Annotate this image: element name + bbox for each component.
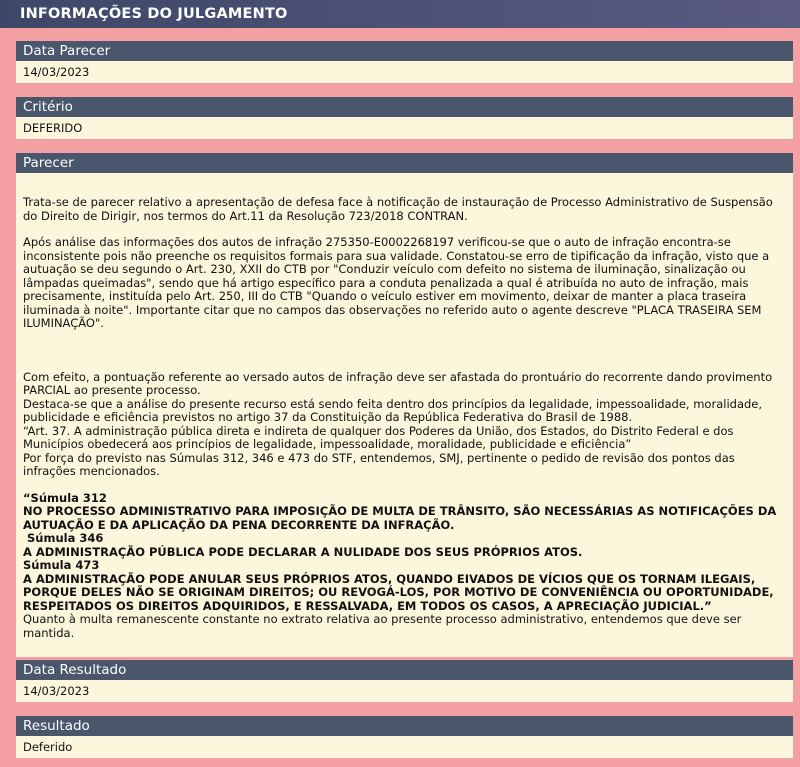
data-resultado-value: 14/03/2023 <box>16 680 793 702</box>
sumula-473-title: Súmula 473 <box>23 558 100 572</box>
section-criterio <box>16 97 793 139</box>
parecer-paragraph-2: Após análise das informações dos autos de infração 275350-E0002268197 verificou-se que o auto de infração encontra-se inconsistente pois não preenche os requisitos formais para sua validade. Constatou-se erro de tipificação da infração, visto que a autuação se deu segundo o Art. 230, XXII do CTB por "Conduzir veículo com defeito no sistema de iluminação, sinalização ou lâmpadas queimadas", sendo que há artigo específico para a conduta penalizada a qual é atribuída no auto de infração, mais precisamente, instituída pelo Art. 250, III do CTB "Quando o veículo estiver em movimento, deixar de manter a placa traseira iluminada à noite". Importante citar que no campos das observações no referido auto o agente descreve "PLACA TRASEIRA SEM ILUMINAÇÃO". <box>23 235 770 330</box>
section-data-resultado <box>16 660 793 702</box>
resultado-value: Deferido <box>16 736 793 758</box>
parecer-paragraph-1: Trata-se de parecer relativo a apresentação de defesa face à notificação de instauração de Processo Administrativo de Suspensão do Direito de Dirigir, nos termos do Art.11 da Resolução 723/2018 CONTRAN. <box>23 195 773 223</box>
parecer-paragraph-5: “Art. 37. A administração pública direta e indireta de qualquer dos Poderes da União, dos Estados, do Distrito Federal e dos Municípios obedecerá aos princípios de legalidade, impessoalidade, moralidade, publicidade e eficiência” <box>23 423 734 451</box>
sumula-346-text: A ADMINISTRAÇÃO PÚBLICA PODE DECLARAR A NULIDADE DOS SEUS PRÓPRIOS ATOS. <box>23 544 583 559</box>
data-parecer-value: 14/03/2023 <box>16 61 793 83</box>
parecer-label: Parecer <box>16 153 793 173</box>
parecer-paragraph-7: Quanto à multa remanescente constante no extrato relativa ao presente processo administrativo, entendemos que deve ser mantida. <box>23 612 742 640</box>
section-parecer <box>16 153 793 657</box>
resultado-label: Resultado <box>16 716 793 736</box>
sumula-473-text: A ADMINISTRAÇÃO PODE ANULAR SEUS PRÓPRIOS ATOS, QUANDO EIVADOS DE VÍCIOS QUE OS TORNAM ILEGAIS, PORQUE DELES NÃO SE ORIGINAM DIREITOS; OU REVOGÁ-LOS, POR MOTIVO DE CONVENIÊNCIA OU OPORTUNIDADE, RESPEITADOS OS DIREITOS ADQUIRIDOS, E RESSALVADA, EM TODOS OS CASOS, A APRECIAÇÃO JUDICIAL.” <box>23 571 774 613</box>
section-resultado <box>16 716 793 758</box>
criterio-label: Critério <box>16 97 793 117</box>
sumula-312-text: NO PROCESSO ADMINISTRATIVO PARA IMPOSIÇÃO DE MULTA DE TRÂNSITO, SÃO NECESSÁRIAS AS NOTIFICAÇÕES DA AUTUAÇÃO E DA APLICAÇÃO DA PENA DECORRENTE DA INFRAÇÃO. <box>23 504 777 532</box>
parecer-text <box>16 173 793 657</box>
parecer-paragraph-4: Destaca-se que a análise do presente recurso está sendo feita dentro dos princípios da legalidade, impessoalidade, moralidade, publicidade e eficiência previstos no artigo 37 da Constituição da República Federativa do Brasil de 1988. <box>23 396 763 424</box>
data-resultado-label: Data Resultado <box>16 660 793 680</box>
sumula-346-title: Súmula 346 <box>23 531 104 545</box>
parecer-paragraph-6: Por força do previsto nas Súmulas 312, 346 e 473 do STF, entendemos, SMJ, pertinente o pedido de revisão dos pontos das infrações mencionados. <box>23 450 735 478</box>
criterio-value: DEFERIDO <box>16 117 793 139</box>
parecer-paragraph-3: Com efeito, a pontuação referente ao versado autos de infração deve ser afastada do prontuário do recorrente dando provimento PARCIAL ao presente processo. <box>23 369 773 397</box>
sumula-312-title: “Súmula 312 <box>23 490 107 505</box>
section-data-parecer <box>16 41 793 83</box>
page-title: INFORMAÇÕES DO JULGAMENTO <box>0 0 800 28</box>
data-parecer-label: Data Parecer <box>16 41 793 61</box>
